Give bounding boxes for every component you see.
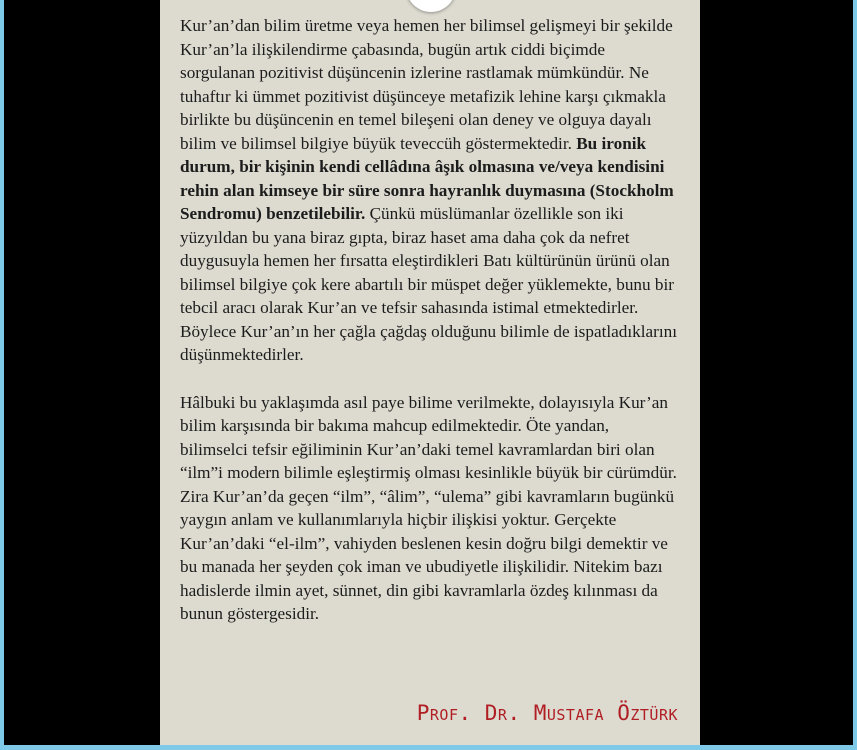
paragraph-1-bold: Bu ironik durum, bir kişinin kendi cellâdına âşık olmasına ve/veya kendisini rehin alan kimseye bir süre sonra hayranlık duymasına (Stockholm Sendromu) benzetilebilir. xyxy=(180,133,674,223)
paragraph-1 xyxy=(180,14,680,367)
paragraph-2: Hâlbuki bu yaklaşımda asıl paye bilime verilmekte, dolayısıyla Kur’an bilim karşısında bir bakıma mahcup edilmektedir. Öte yandan, bilimselci tefsir eğiliminin Kur’an’daki temel kavramlardan biri olan “ilm”i modern bilimle eşleştirmiş olması kesinlikle büyük bir cürümdür. Zira Kur’an’da geçen “ilm”, “âlim”, “ulema” gibi kavramların bugünkü yaygın anlam ve kullanımlarıyla hiçbir ilişkisi yoktur. Gerçekte Kur’an’daki “el-ilm”, vahiyden beslenen kesin doğru bilgi demektir ve bu manada her şeyden çok iman ve ubudiyetle ilişkilidir. Nitekim bazı hadislerde ilmin ayet, sünnet, din gibi kavramlarla özdeş kılınması da bunun göstergesidir. xyxy=(180,392,677,623)
paragraph-1-tail: Çünkü müslümanlar özellikle son iki yüzyıldan bu yana biraz gıpta, biraz haset ama daha çok da nefret duygusuyla hemen her fırsatta eleştirdikleri Batı kültürünün ürünü olan bilimsel bilgiye çok kere abartılı bir müspet değer yüklemekte, bunu bir tebcil aracı olarak Kur’an ve tefsir sahasında istimal etmektedirler. Böylece Kur’an’ın her çağla çağdaş olduğunu bilimle de ispatladıklarını düşünmektedirler. xyxy=(180,204,678,364)
document-page xyxy=(160,0,700,745)
paragraph-1-lead: Kur’an’dan bilim üretme veya hemen her bilimsel gelişmeyi bir şekilde Kur’an’la ilişkilendirme çabasında, bugün artık ciddi biçimde sorgulanan pozitivist düşüncenin izlerine rastlamak mümkündür. Ne tuhaftır ki ümmet pozitivist düşünceye metafizik lehine karşı çıkmakla birlikte bu düşüncenin en temel bileşeni olan deney ve olguya dayalı bilim ve bilimsel bilgiye büyük teveccüh göstermektedir. xyxy=(180,16,673,153)
scroll-handle[interactable] xyxy=(406,0,456,12)
author-signature: Prof. Dr. Mustafa Öztürk xyxy=(416,701,678,725)
